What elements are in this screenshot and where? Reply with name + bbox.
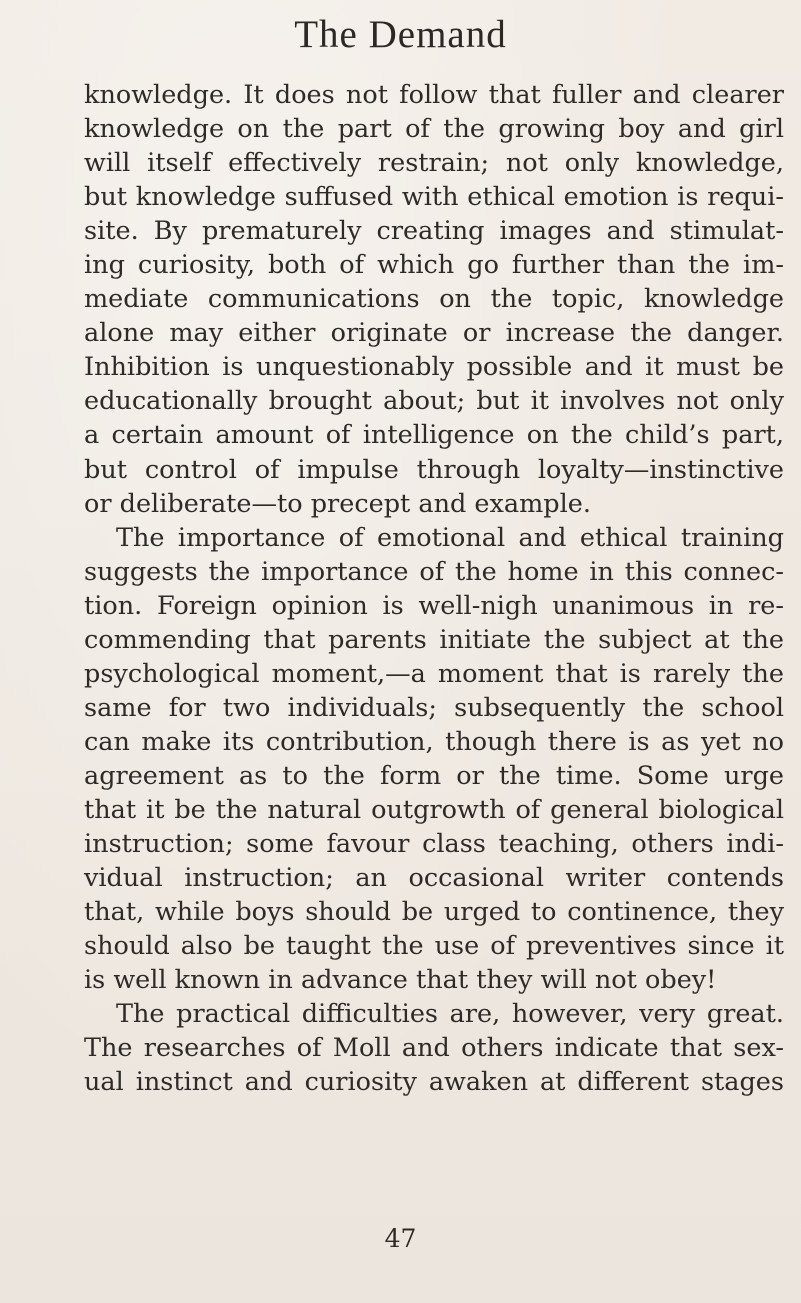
text-line: agreement as to the form or the time. Some urge xyxy=(84,760,784,791)
text-line: commending that parents initiate the subject at the xyxy=(84,624,784,655)
text-line: psychological moment,—a moment that is rarely the xyxy=(84,658,784,689)
text-line: ual instinct and curiosity awaken at different stages xyxy=(84,1067,784,1098)
text-line: will itself effectively restrain; not only knowledge, xyxy=(84,148,784,179)
text-line: a certain amount of intelligence on the child’s part, xyxy=(84,420,784,451)
text-line: but knowledge suffused with ethical emotion is requi- xyxy=(84,182,784,213)
paragraph-start-line: The practical difficulties are, however, very great. xyxy=(116,999,784,1030)
text-line: or deliberate—to precept and example. xyxy=(84,488,591,519)
text-line: alone may either originate or increase the danger. xyxy=(84,318,784,349)
text-line: is well known in advance that they will not obey! xyxy=(84,965,717,996)
text-line: can make its contribution, though there is as yet no xyxy=(84,726,784,757)
text-line: that, while boys should be urged to continence, they xyxy=(84,897,784,928)
paragraph-start-line: The importance of emotional and ethical training xyxy=(116,522,784,553)
running-head: The Demand xyxy=(294,13,507,56)
text-line: Inhibition is unquestionably possible and it must be xyxy=(84,352,784,383)
page-number: 47 xyxy=(384,1224,417,1253)
text-line: The researches of Moll and others indicate that sex- xyxy=(84,1033,784,1064)
text-line: mediate communications on the topic, knowledge xyxy=(84,284,784,315)
text-line: educationally brought about; but it involves not only xyxy=(84,386,784,417)
body-text xyxy=(84,78,784,1099)
text-line: but control of impulse through loyalty—instinctive xyxy=(84,454,784,485)
text-line: should also be taught the use of preventives since it xyxy=(84,931,784,962)
text-line: tion. Foreign opinion is well-nigh unanimous in re- xyxy=(84,590,784,621)
text-line: instruction; some favour class teaching, others indi- xyxy=(84,829,784,860)
text-line: ing curiosity, both of which go further than the im- xyxy=(84,250,784,281)
text-line: site. By prematurely creating images and stimulat- xyxy=(84,216,784,247)
text-line: that it be the natural outgrowth of general biological xyxy=(84,794,784,825)
text-line: vidual instruction; an occasional writer contends xyxy=(84,863,784,894)
text-line: knowledge. It does not follow that fuller and clearer xyxy=(84,80,784,110)
text-line: same for two individuals; subsequently the school xyxy=(84,692,784,723)
text-line: knowledge on the part of the growing boy and girl xyxy=(84,114,784,145)
text-line: suggests the importance of the home in this connec- xyxy=(84,556,784,587)
